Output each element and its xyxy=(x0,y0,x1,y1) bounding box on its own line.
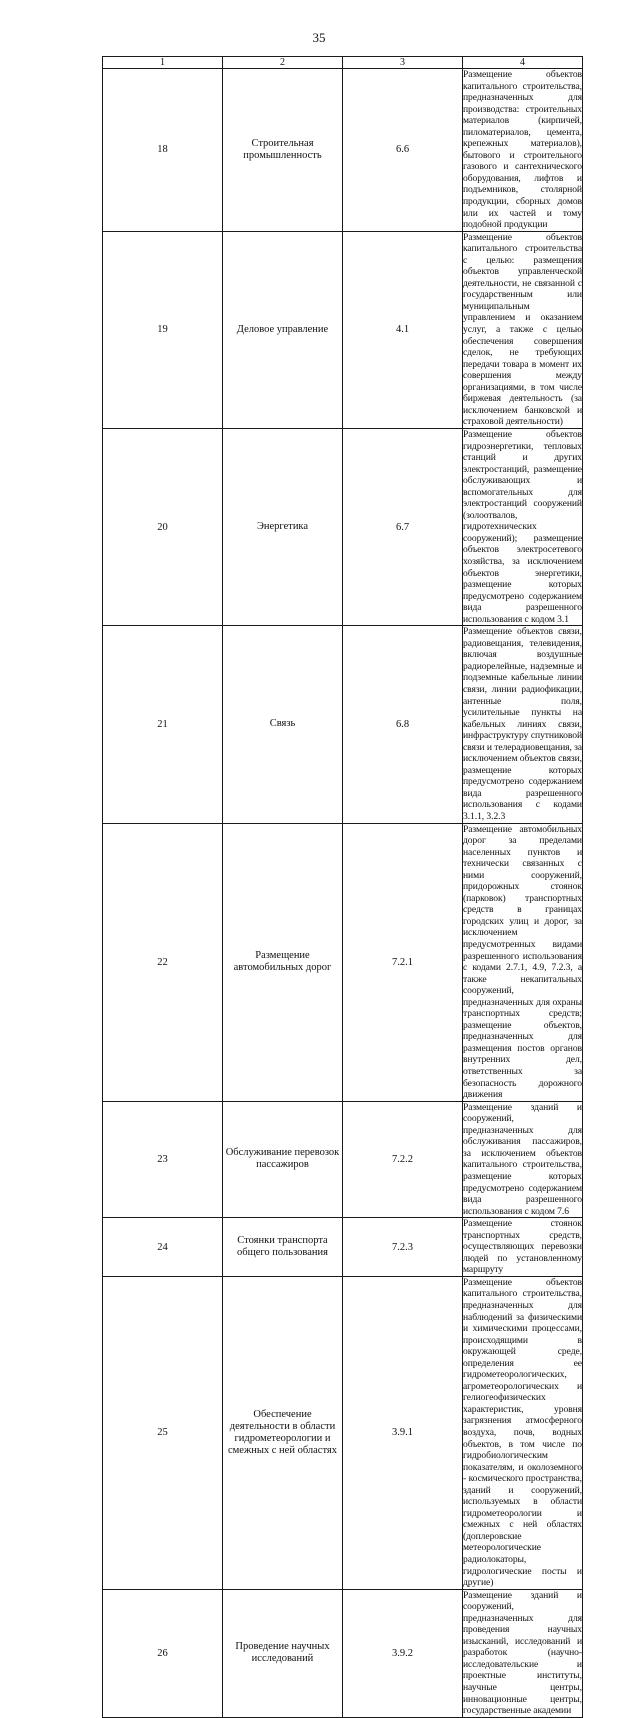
land-use-name-cell: Обслуживание перевозок пассажиров xyxy=(223,1101,343,1217)
land-use-description-cell: Размещение объектов капитального строительства с целью: размещения объектов управленческой деятельности, не связанной с государственным или муниципальным управлением и оказанием услуг, а также с целью обеспечения совершения сделок, не требующих передачи товара в момент их совершения между организациями, в том числе биржевая деятельность (за исключением банковской и страховой деятельности) xyxy=(463,231,582,428)
column-header-3: 3 xyxy=(343,57,463,69)
land-use-code-cell: 6.6 xyxy=(343,69,463,232)
row-number-cell: 20 xyxy=(103,428,223,625)
land-use-description-cell: Размещение объектов капитального строительства, предназначенных для производства: строительных материалов (кирпичей, пиломатериалов, цемента, крепежных материалов), бытового и строительного газового и сантехнического оборудования, лифтов и подъемников, столярной продукции, сборных домов или их частей и тому подобной продукции xyxy=(463,69,582,231)
row-number-cell: 19 xyxy=(103,231,223,428)
row-number-cell: 25 xyxy=(103,1276,223,1589)
table-row xyxy=(103,1276,583,1589)
table-row xyxy=(103,1101,583,1217)
land-use-code-cell: 3.9.1 xyxy=(343,1276,463,1589)
land-use-name-cell: Обеспечение деятельности в области гидрометеорологии и смежных с ней областях xyxy=(223,1276,343,1589)
land-use-description-cell: Размещение стоянок транспортных средств, осуществляющих перевозки людей по установленному маршруту xyxy=(463,1218,582,1276)
land-use-name-cell: Строительная промышленность xyxy=(223,69,343,232)
row-number-cell: 26 xyxy=(103,1589,223,1717)
land-use-name-cell: Размещение автомобильных дорог xyxy=(223,823,343,1101)
land-use-table xyxy=(102,56,583,1718)
table-row xyxy=(103,69,583,232)
land-use-name-cell: Стоянки транспорта общего пользования xyxy=(223,1218,343,1277)
land-use-code-cell: 3.9.2 xyxy=(343,1589,463,1717)
land-use-code-cell: 7.2.2 xyxy=(343,1101,463,1217)
land-use-name-cell: Связь xyxy=(223,626,343,823)
land-use-description-cell: Размещение объектов связи, радиовещания, телевидения, включая воздушные радиорелейные, надземные и подземные кабельные линии связи, линии радиофикации, антенные поля, усилительные пункты на кабельных линиях связи, инфраструктуру спутниковой связи и телерадиовещания, за исключением объектов связи, размещение которых предусмотрено содержанием вида разрешенного использования с кодами 3.1.1, 3.2.3 xyxy=(463,626,582,822)
land-use-code-cell: 7.2.1 xyxy=(343,823,463,1101)
row-number-cell: 24 xyxy=(103,1218,223,1277)
land-use-description-cell: Размещение зданий и сооружений, предназначенных для обслуживания пассажиров, за исключением объектов капитального строительства, размещение которых предусмотрено содержанием вида разрешенного использования с кодом 7.6 xyxy=(463,1101,582,1217)
table-row xyxy=(103,1218,583,1277)
land-use-description-cell: Размещение зданий и сооружений, предназначенных для проведения научных изысканий, исследований и разработок (научно-исследовательские и проектные институты, научные центры, инновационные центры, государственные академии xyxy=(463,1589,582,1717)
row-number-cell: 18 xyxy=(103,69,223,232)
column-header-2: 2 xyxy=(223,57,343,69)
table-row xyxy=(103,231,583,428)
table-row xyxy=(103,1589,583,1717)
column-header-1: 1 xyxy=(103,57,223,69)
land-use-code-cell: 6.8 xyxy=(343,626,463,823)
page-number: 35 xyxy=(312,30,326,45)
land-use-description-cell: Размещение автомобильных дорог за пределами населенных пунктов и технически связанных с ними сооружений, придорожных стоянок (парковок) транспортных средств в границах городских улиц и дорог, за исключением предусмотренных видами разрешенного использования с кодами 2.7.1, 4.9, 7.2.3, а также некапитальных сооружений, предназначенных для охраны транспортных средств; размещение объектов, предназначенных для размещения постов органов внутренних дел, ответственных за безопасность дорожного движения xyxy=(463,823,582,1101)
land-use-code-cell: 6.7 xyxy=(343,428,463,625)
land-use-description-cell: Размещение объектов капитального строительства, предназначенных для наблюдений за физическими и химическими процессами, происходящими в окружающей среде, определения ее гидрометеорологических, агрометеорологических и гелиогеофизических характеристик, уровня загрязнения атмосферного воздуха, почв, водных объектов, в том числе по гидробиологическим показателям, и околоземного - космического пространства, зданий и сооружений, используемых в области гидрометеорологии и смежных с ней областях (доплеровские метеорологические радиолокаторы, гидрологические посты и другие) xyxy=(463,1276,582,1589)
land-use-description-cell: Размещение объектов гидроэнергетики, тепловых станций и других электростанций, размещение обслуживающих и вспомогательных для электростанций сооружений (золоотвалов, гидротехнических сооружений); размещение объектов электросетевого хозяйства, за исключением объектов энергетики, размещение которых предусмотрено содержанием вида разрешенного использования с кодом 3.1 xyxy=(463,428,582,625)
land-use-name-cell: Деловое управление xyxy=(223,231,343,428)
land-use-name-cell: Проведение научных исследований xyxy=(223,1589,343,1717)
column-header-4: 4 xyxy=(463,57,583,69)
table-row xyxy=(103,823,583,1101)
row-number-cell: 22 xyxy=(103,823,223,1101)
row-number-cell: 23 xyxy=(103,1101,223,1217)
table-row xyxy=(103,428,583,625)
row-number-cell: 21 xyxy=(103,626,223,823)
land-use-code-cell: 7.2.3 xyxy=(343,1218,463,1277)
table-header-row xyxy=(103,57,583,69)
land-use-name-cell: Энергетика xyxy=(223,428,343,625)
table-row xyxy=(103,626,583,823)
land-use-code-cell: 4.1 xyxy=(343,231,463,428)
